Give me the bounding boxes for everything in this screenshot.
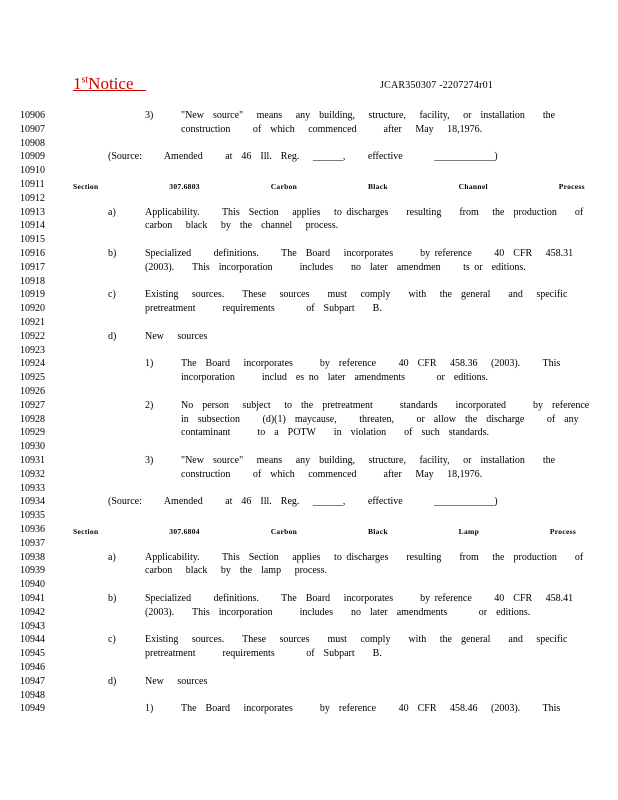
- line-number: 10928: [20, 413, 45, 425]
- line-text: d): [108, 330, 117, 342]
- line-text: c): [108, 289, 116, 301]
- line-text: New sources: [145, 330, 208, 342]
- line-text: "New source" means any building, structure, facility, or installation the: [181, 110, 556, 121]
- line-text: 1): [145, 703, 154, 715]
- line-text: 1): [145, 358, 154, 370]
- line-text: b): [108, 593, 117, 604]
- line-number: 10918: [20, 275, 45, 287]
- line-text: New sources: [145, 675, 208, 687]
- line-number: 10929: [20, 427, 45, 439]
- line-text: 3): [145, 110, 154, 121]
- notice-number: 1: [73, 74, 82, 93]
- line-number: 10915: [20, 234, 45, 246]
- line-number: 10933: [20, 482, 45, 494]
- line-text: Existing sources. These sources must comply with the general and specific: [145, 289, 568, 301]
- line-text: c): [108, 634, 116, 646]
- line-text: pretreatment requirements of Subpart B.: [145, 303, 382, 315]
- line-text: construction of which commenced after May 18,1976.: [181, 468, 483, 480]
- line-number: 10944: [20, 634, 45, 646]
- line-text: (2003). This incorporation includes no later amendmen ts or editions.: [145, 261, 526, 273]
- line-text: incorporation includ es no later amendments or editions.: [181, 372, 488, 384]
- line-number: 10945: [20, 648, 45, 660]
- line-number: 10914: [20, 220, 45, 232]
- line-text: Specialized definitions. The Board incorporates by reference 40 CFR 458.41: [145, 593, 574, 604]
- line-number: 10923: [20, 344, 45, 356]
- line-number: 10908: [20, 137, 45, 149]
- line-text: (Source: Amended at 46 Ill. Reg. ______, effective ____________): [108, 151, 498, 163]
- line-text: in subsection (d)(1) maycause, threaten, or allow the discharge of any: [181, 413, 579, 425]
- line-number: 10925: [20, 372, 45, 384]
- line-text: a): [108, 551, 116, 563]
- document-code: JCAR350307 -2207274r01: [380, 80, 494, 91]
- line-text: 2): [145, 399, 154, 411]
- line-number: 10917: [20, 261, 45, 273]
- line-number: 10916: [20, 248, 45, 259]
- section-heading: Section 307.6804 Carbon Black Lamp Process: [73, 527, 577, 536]
- line-number: 10922: [20, 330, 45, 342]
- line-text: contaminant to a POTW in violation of such standards.: [181, 427, 490, 439]
- line-number: 10932: [20, 468, 45, 480]
- line-text: construction of which commenced after May 18,1976.: [181, 123, 483, 135]
- line-number: 10930: [20, 441, 45, 453]
- line-text: pretreatment requirements of Subpart B.: [145, 648, 382, 660]
- line-text: The Board incorporates by reference 40 CFR 458.36 (2003). This: [181, 358, 561, 370]
- line-number: 10938: [20, 551, 45, 563]
- line-text: No person subject to the pretreatment standards incorporated by reference: [181, 399, 590, 411]
- line-number: 10911: [20, 179, 45, 190]
- section-heading: Section 307.6803 Carbon Black Channel Process: [73, 182, 585, 191]
- line-number: 10934: [20, 496, 45, 508]
- line-number: 10943: [20, 620, 45, 632]
- line-number: 10936: [20, 524, 45, 535]
- line-number: 10909: [20, 151, 45, 163]
- line-text: (2003). This incorporation includes no later amendments or editions.: [145, 606, 531, 618]
- line-text: Applicability. This Section applies to discharges resulting from the production of: [145, 206, 584, 218]
- line-number: 10937: [20, 537, 45, 549]
- line-number: 10919: [20, 289, 45, 301]
- line-number: 10927: [20, 399, 45, 411]
- line-number: 10946: [20, 662, 45, 673]
- line-number: 10906: [20, 110, 45, 121]
- line-number: 10942: [20, 606, 45, 618]
- notice-suffix: st: [81, 74, 89, 86]
- line-number: 10939: [20, 565, 45, 577]
- notice-word: Notice: [88, 74, 134, 93]
- line-text: Existing sources. These sources must comply with the general and specific: [145, 634, 568, 646]
- line-text: "New source" means any building, structure, facility, or installation the: [181, 455, 556, 466]
- line-text: 3): [145, 455, 154, 466]
- line-number: 10912: [20, 192, 45, 204]
- line-number: 10931: [20, 455, 45, 466]
- line-number: 10949: [20, 703, 45, 715]
- line-number: 10910: [20, 165, 45, 177]
- line-number: 10921: [20, 317, 45, 328]
- line-number: 10947: [20, 675, 45, 687]
- line-number: 10935: [20, 510, 45, 522]
- line-text: Specialized definitions. The Board incorporates by reference 40 CFR 458.31: [145, 248, 574, 259]
- line-text: b): [108, 248, 117, 259]
- line-text: carbon black by the channel process.: [145, 220, 339, 232]
- line-text: carbon black by the lamp process.: [145, 565, 328, 577]
- line-text: The Board incorporates by reference 40 CFR 458.46 (2003). This: [181, 703, 561, 715]
- line-number: 10941: [20, 593, 45, 604]
- line-text: d): [108, 675, 117, 687]
- line-number: 10926: [20, 386, 45, 397]
- line-number: 10913: [20, 206, 45, 218]
- line-number: 10920: [20, 303, 45, 315]
- line-number: 10907: [20, 123, 45, 135]
- line-number: 10940: [20, 579, 45, 591]
- line-text: Applicability. This Section applies to discharges resulting from the production of: [145, 551, 584, 563]
- line-number: 10948: [20, 689, 45, 701]
- line-text: a): [108, 206, 116, 218]
- line-number: 10924: [20, 358, 45, 370]
- line-text: (Source: Amended at 46 Ill. Reg. ______, effective ____________): [108, 496, 498, 508]
